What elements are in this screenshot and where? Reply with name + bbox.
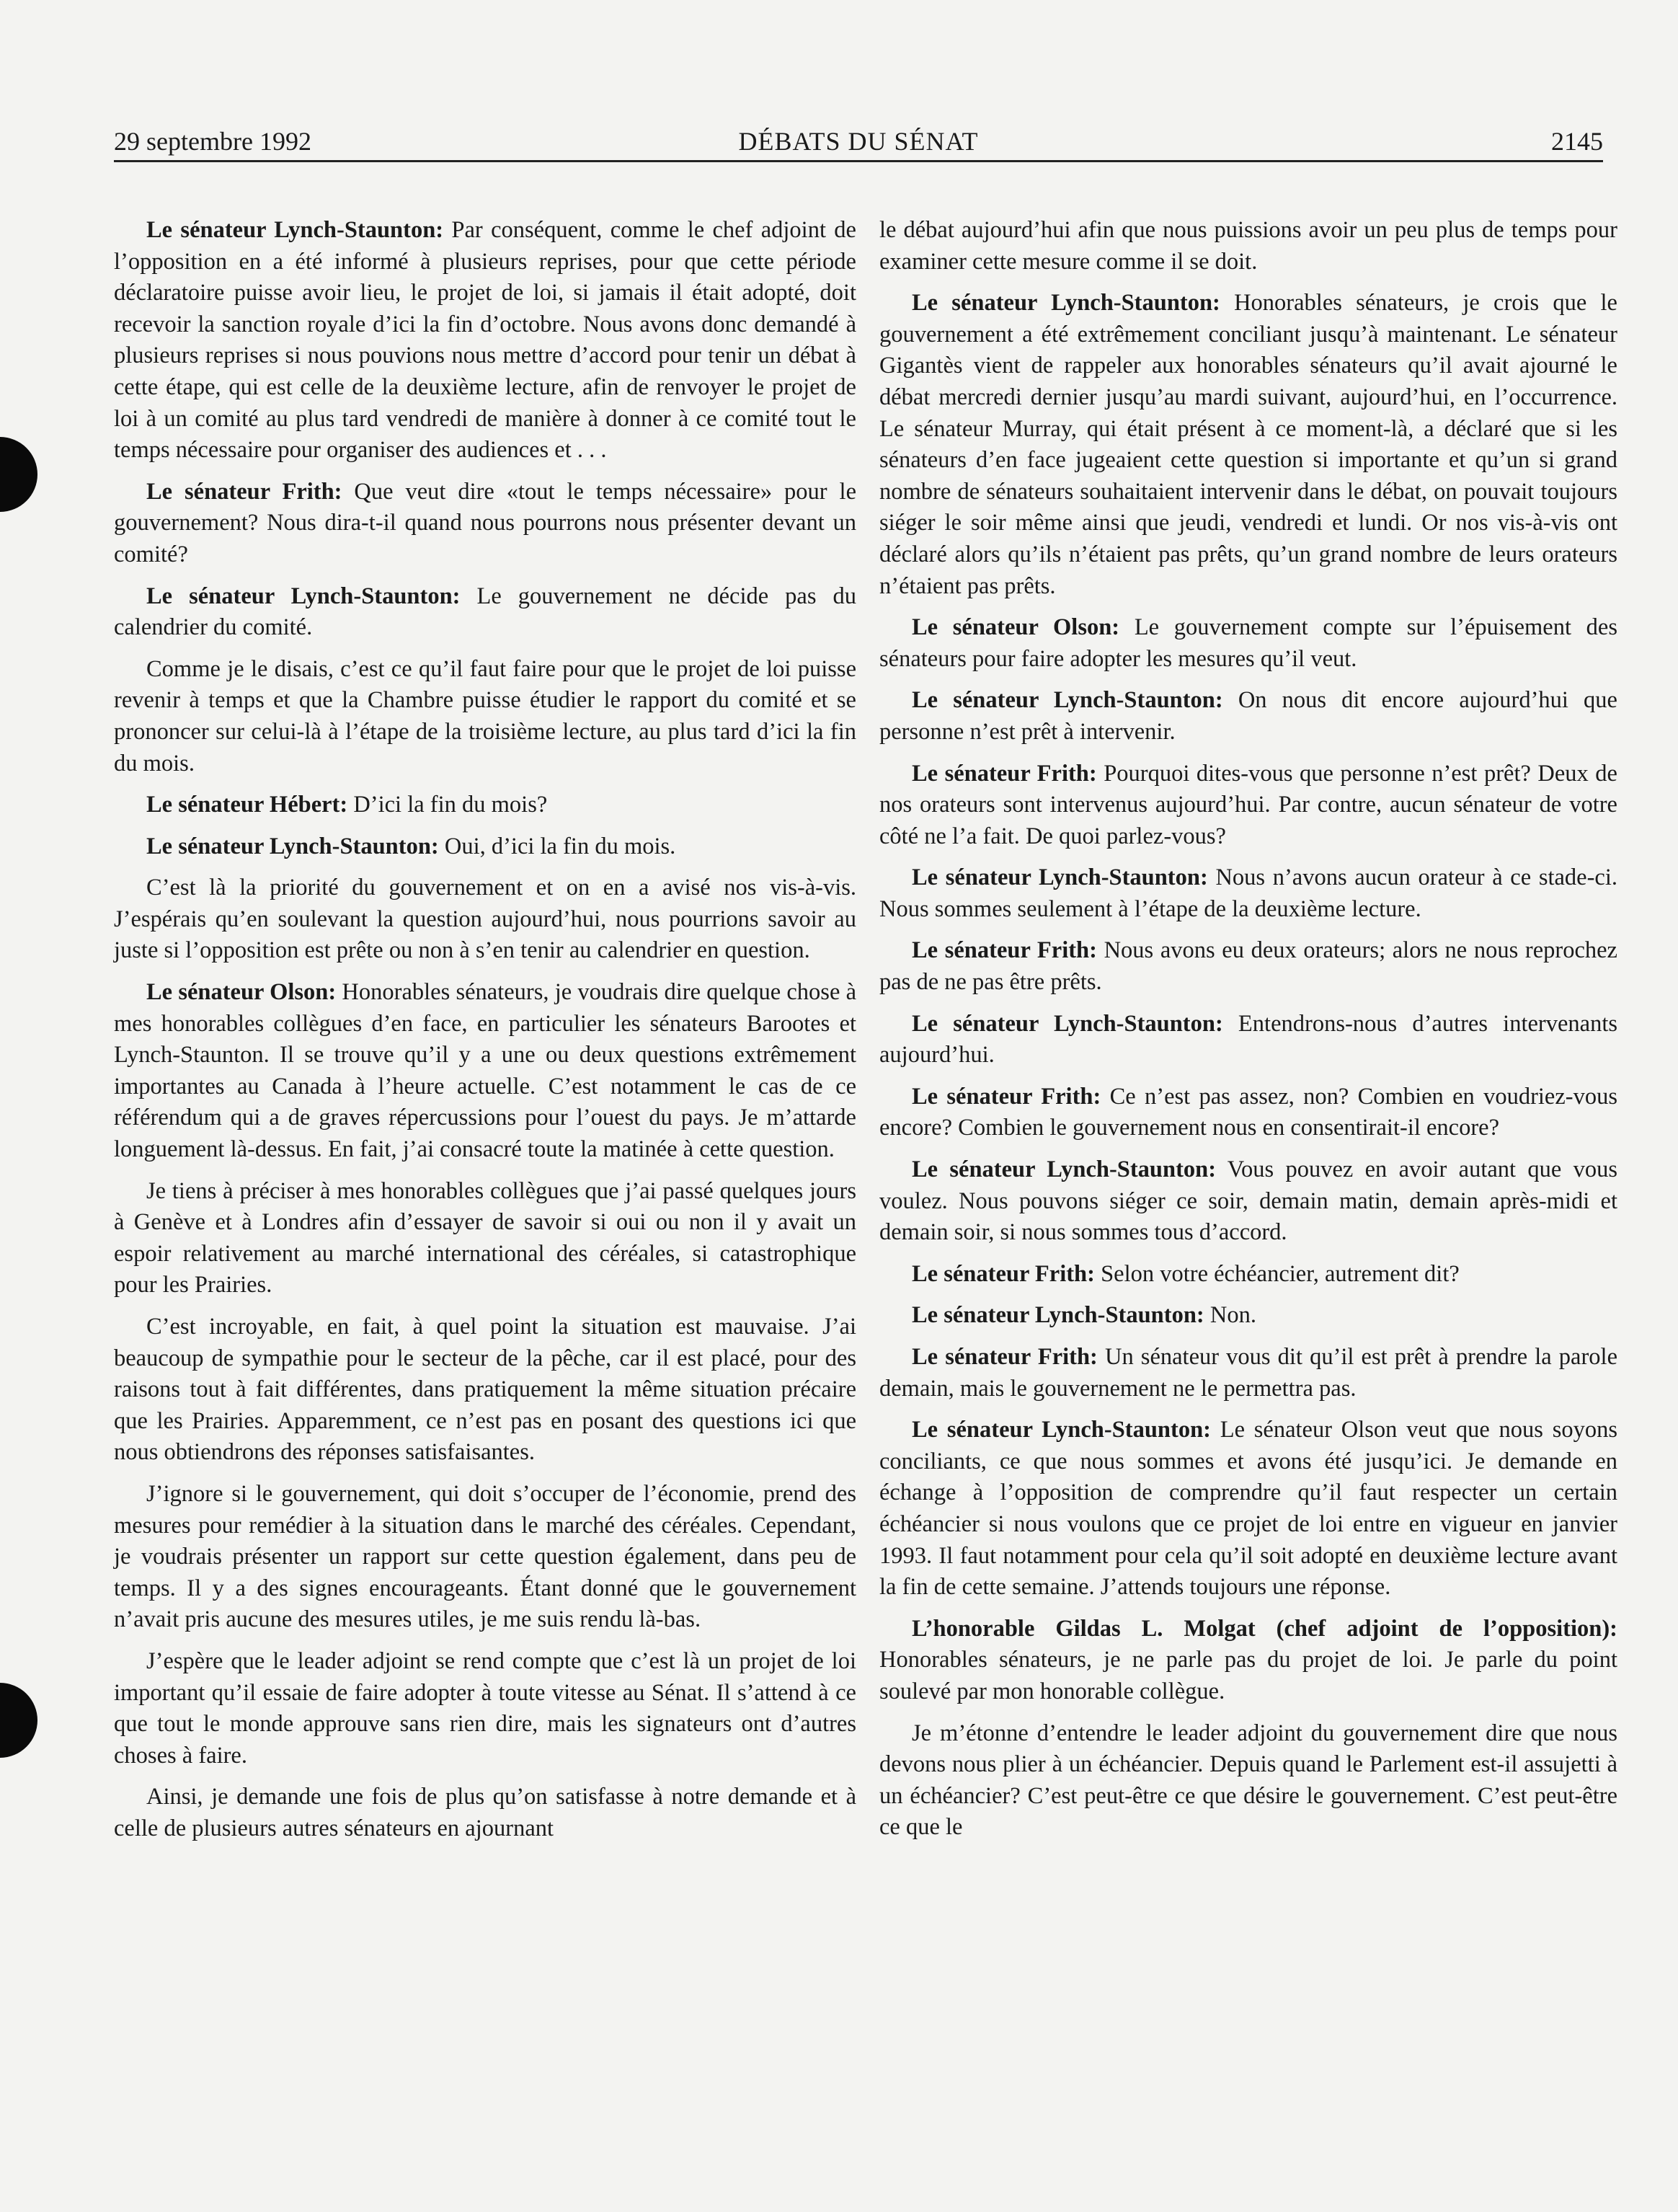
paragraph-text: Je tiens à préciser à mes honorables collègues que j’ai passé quelques jours à Genève et à Londres afin d’essayer de savoir si oui ou non il y avait un espoir relativement au marché international des céréales, si catastrophique pour les Prairies. xyxy=(114,1177,856,1299)
speaker-name: Le sénateur Frith: xyxy=(912,1344,1098,1370)
speaker-name: L’honorable Gildas L. Molgat (chef adjoint de l’opposition): xyxy=(912,1615,1617,1642)
speaker-name: Le sénateur Lynch-Staunton: xyxy=(912,1156,1217,1183)
paragraph-text: Vous pouvez en avoir autant que vous voulez. Nous pouvons siéger ce soir, demain matin, demain après-midi et demain soir, si nous sommes tous d’accord. xyxy=(879,1156,1617,1246)
speaker-name: Le sénateur Frith: xyxy=(912,760,1097,787)
speaker-name: Le sénateur Lynch-Staunton: xyxy=(146,833,439,859)
speaker-name: Le sénateur Lynch-Staunton: xyxy=(146,583,461,609)
speaker-name: Le sénateur Lynch-Staunton: xyxy=(912,290,1220,317)
paragraph-text: Non. xyxy=(1204,1302,1256,1329)
paragraph xyxy=(114,872,856,967)
paragraph xyxy=(114,789,856,821)
speaker-name: Le sénateur Lynch-Staunton: xyxy=(912,1010,1223,1037)
paragraph xyxy=(879,1415,1617,1603)
paragraph xyxy=(879,862,1617,925)
right-column xyxy=(879,215,1617,1854)
page-header xyxy=(114,123,1603,162)
paragraph-text: Que veut dire «tout le temps nécessaire» pour le gouvernement? Nous dira-t-il quand nous pourrons nous présenter devant un comité? xyxy=(114,478,856,567)
speaker-name: Le sénateur Frith: xyxy=(912,1083,1101,1110)
paragraph xyxy=(879,1718,1617,1844)
paragraph-text: Ce n’est pas assez, non? Combien en voudriez-vous encore? Combien le gouvernement nous en consentirait-il encore? xyxy=(879,1083,1617,1141)
paragraph xyxy=(114,1782,856,1844)
paragraph xyxy=(879,1009,1617,1071)
paragraph-text: Par conséquent, comme le chef adjoint de l’opposition en a été informé à plusieurs reprises, pour que cette période déclaratoire puisse avoir lieu, le projet de loi, si jamais il était adopté, doit recevoir la sanction royale d’ici la fin d’octobre. Nous avons donc demandé à plusieurs reprises si nous pouvions nous mettre d’accord pour tenir un débat à cette étape, qui est celle de la deuxième lecture, afin de renvoyer le projet de loi à un comité au plus tard vendredi de manière à donner à ce comité tout le temps nécessaire pour organiser des audiences et . . . xyxy=(114,217,856,464)
paragraph xyxy=(114,1479,856,1636)
speaker-name: Le sénateur Frith: xyxy=(146,478,342,505)
paragraph xyxy=(114,1646,856,1771)
paragraph xyxy=(114,977,856,1166)
speaker-name: Le sénateur Lynch-Staunton: xyxy=(912,687,1223,714)
paragraph-text: le débat aujourd’hui afin que nous puissions avoir un peu plus de temps pour examiner cette mesure comme il se doit. xyxy=(879,217,1617,275)
paragraph-text: Le gouvernement compte sur l’épuisement des sénateurs pour faire adopter les mesures qu’il veut. xyxy=(879,614,1617,672)
paragraph-text: Comme je le disais, c’est ce qu’il faut faire pour que le projet de loi puisse revenir à temps et que la Chambre puisse étudier le rapport du comité et se prononcer sur celui-là à l’étape de la troisième lecture, au plus tard d’ici la fin du mois. xyxy=(114,655,856,777)
header-date: 29 septembre 1992 xyxy=(114,127,311,156)
paragraph xyxy=(114,1176,856,1301)
paragraph-text: Le gouvernement ne décide pas du calendrier du comité. xyxy=(114,583,856,641)
paragraph-text: Un sénateur vous dit qu’il est prêt à prendre la parole demain, mais le gouvernement ne le permettra pas. xyxy=(879,1344,1617,1402)
speaker-name: Le sénateur Hébert: xyxy=(146,792,348,818)
paragraph xyxy=(879,288,1617,602)
paragraph-text: Honorables sénateurs, je crois que le gouvernement a été extrêmement conciliant jusqu’à maintenant. Le sénateur Gigantès vient de rappeler aux honorables sénateurs qu’il avait ajourné le débat mercredi dernier jusqu’au mardi suivant, aujourd’hui, en l’occurrence. Le sénateur Murray, qui était présent à ce moment-là, a déclaré que si les sénateurs d’en face jugeaient cette question si importante et qu’un si grand nombre de sénateurs souhaitaient intervenir dans le débat, on pouvait toujours siéger le soir même ainsi que jeudi, vendredi et lundi. Or nos vis-à-vis ont déclaré alors qu’ils n’étaient pas prêts, qu’un grand nombre de leurs orateurs n’étaient pas prêts. xyxy=(879,290,1617,599)
paragraph-text: J’ignore si le gouvernement, qui doit s’occuper de l’économie, prend des mesures pour remédier à la situation dans le marché des céréales. Cependant, je voudrais présenter un rapport sur cette question également, dans peu de temps. Il y a des signes encourageants. Étant donné que le gouvernement n’avait pris aucune des mesures utiles, je me suis rendu là-bas. xyxy=(114,1480,856,1633)
paragraph xyxy=(879,612,1617,675)
paragraph-text: Nous n’avons aucun orateur à ce stade-ci. Nous sommes seulement à l’étape de la deuxième lecture. xyxy=(879,864,1617,922)
paragraph-text: Le sénateur Olson veut que nous soyons conciliants, ce que nous sommes et avons été jusqu’ici. Je demande en échange à l’opposition de comprendre qu’il faut respecter un certain échéancier si nous voulons que ce projet de loi entre en vigueur en janvier 1993. Il faut notamment pour cela qu’il soit adopté en deuxième lecture avant la fin de cette semaine. J’attends toujours une réponse. xyxy=(879,1417,1617,1601)
speaker-name: Le sénateur Frith: xyxy=(912,1260,1095,1287)
paragraph-text: Entendrons-nous d’autres intervenants aujourd’hui. xyxy=(879,1010,1617,1069)
speaker-name: Le sénateur Lynch-Staunton: xyxy=(912,1417,1211,1443)
speaker-name: Le sénateur Lynch-Staunton: xyxy=(912,1302,1204,1329)
paragraph xyxy=(879,758,1617,853)
speaker-name: Le sénateur Lynch-Staunton: xyxy=(912,864,1208,891)
paragraph-text: Ainsi, je demande une fois de plus qu’on satisfasse à notre demande et à celle de plusieurs autres sénateurs en ajournant xyxy=(114,1784,856,1841)
speaker-name: Le sénateur Frith: xyxy=(912,937,1097,964)
paragraph-text: C’est là la priorité du gouvernement et on en a avisé nos vis-à-vis. J’espérais qu’en soulevant la question aujourd’hui, nous pourrions savoir au juste si l’opposition est prête ou non à s’en tenir au calendrier en question. xyxy=(114,875,856,964)
speaker-name: Le sénateur Olson: xyxy=(912,614,1120,641)
paragraph-text: On nous dit encore aujourd’hui que personne n’est prêt à intervenir. xyxy=(879,687,1617,745)
paragraph-text: Pourquoi dites-vous que personne n’est prêt? Deux de nos orateurs sont intervenus aujourd’hui. Par contre, aucun sénateur de votre côté ne l’a fait. De quoi parlez-vous? xyxy=(879,760,1617,849)
paragraph-text: Oui, d’ici la fin du mois. xyxy=(438,833,676,859)
paragraph-text: Honorables sénateurs, je ne parle pas du projet de loi. Je parle du point soulevé par mon honorable collègue. xyxy=(879,1647,1617,1704)
paragraph xyxy=(114,1311,856,1469)
left-column xyxy=(114,215,856,1855)
speaker-name: Le sénateur Lynch-Staunton: xyxy=(146,217,444,243)
paragraph xyxy=(114,581,856,644)
paragraph xyxy=(114,215,856,466)
paragraph xyxy=(879,1259,1617,1291)
paragraph xyxy=(114,654,856,779)
paragraph-text: Honorables sénateurs, je voudrais dire quelque chose à mes honorables collègues d’en face, en particulier les sénateurs Barootes et Lynch-Staunton. Il se trouve qu’il y a une ou deux questions extrêmement importantes au Canada à l’heure actuelle. C’est notamment le cas de ce référendum qui a de graves répercussions pour l’ouest du pays. Je m’attarde longuement là-dessus. En fait, j’ai consacré toute la matinée à cette question. xyxy=(114,979,857,1163)
paragraph-text: Nous avons eu deux orateurs; alors ne nous reprochez pas de ne pas être prêts. xyxy=(879,937,1617,996)
paragraph-text: Selon votre échéancier, autrement dit? xyxy=(1094,1260,1460,1287)
paragraph xyxy=(879,1614,1617,1708)
paragraph xyxy=(114,477,856,571)
paragraph xyxy=(879,1342,1617,1404)
binder-hole-top xyxy=(0,437,37,512)
paragraph-text: J’espère que le leader adjoint se rend compte que c’est là un projet de loi important qu’il essaie de faire adopter à toute vitesse au Sénat. Il s’attend à ce que tout le monde approuve sans rien dire, mais les signateurs ont d’autres choses à faire. xyxy=(114,1647,856,1769)
paragraph-text: Je m’étonne d’entendre le leader adjoint du gouvernement dire que nous devons nous plier à un échéancier. Depuis quand le Parlement est-il assujetti à un échéancier? C’est peut-être ce que désire le gouvernement. C’est peut-être ce que le xyxy=(879,1720,1617,1841)
paragraph xyxy=(879,935,1617,998)
header-page-number: 2145 xyxy=(1551,127,1603,156)
paragraph xyxy=(879,1300,1617,1332)
speaker-name: Le sénateur Olson: xyxy=(146,979,337,1006)
paragraph xyxy=(879,685,1617,748)
paragraph-text: C’est incroyable, en fait, à quel point la situation est mauvaise. J’ai beaucoup de sympathie pour le secteur de la pêche, car il est placé, pour des raisons tout à fait différentes, dans pratiquement la même situation précaire que les Prairies. Apparemment, ce n’est pas en posant des questions ici que nous obtiendrons des réponses satisfaisantes. xyxy=(114,1314,856,1466)
paragraph-text: D’ici la fin du mois? xyxy=(347,792,548,818)
binder-hole-bottom xyxy=(0,1683,37,1758)
paragraph xyxy=(879,1081,1617,1144)
paragraph xyxy=(879,215,1617,278)
paragraph xyxy=(879,1154,1617,1249)
paragraph xyxy=(114,831,856,863)
header-title: DÉBATS DU SÉNAT xyxy=(738,127,979,156)
